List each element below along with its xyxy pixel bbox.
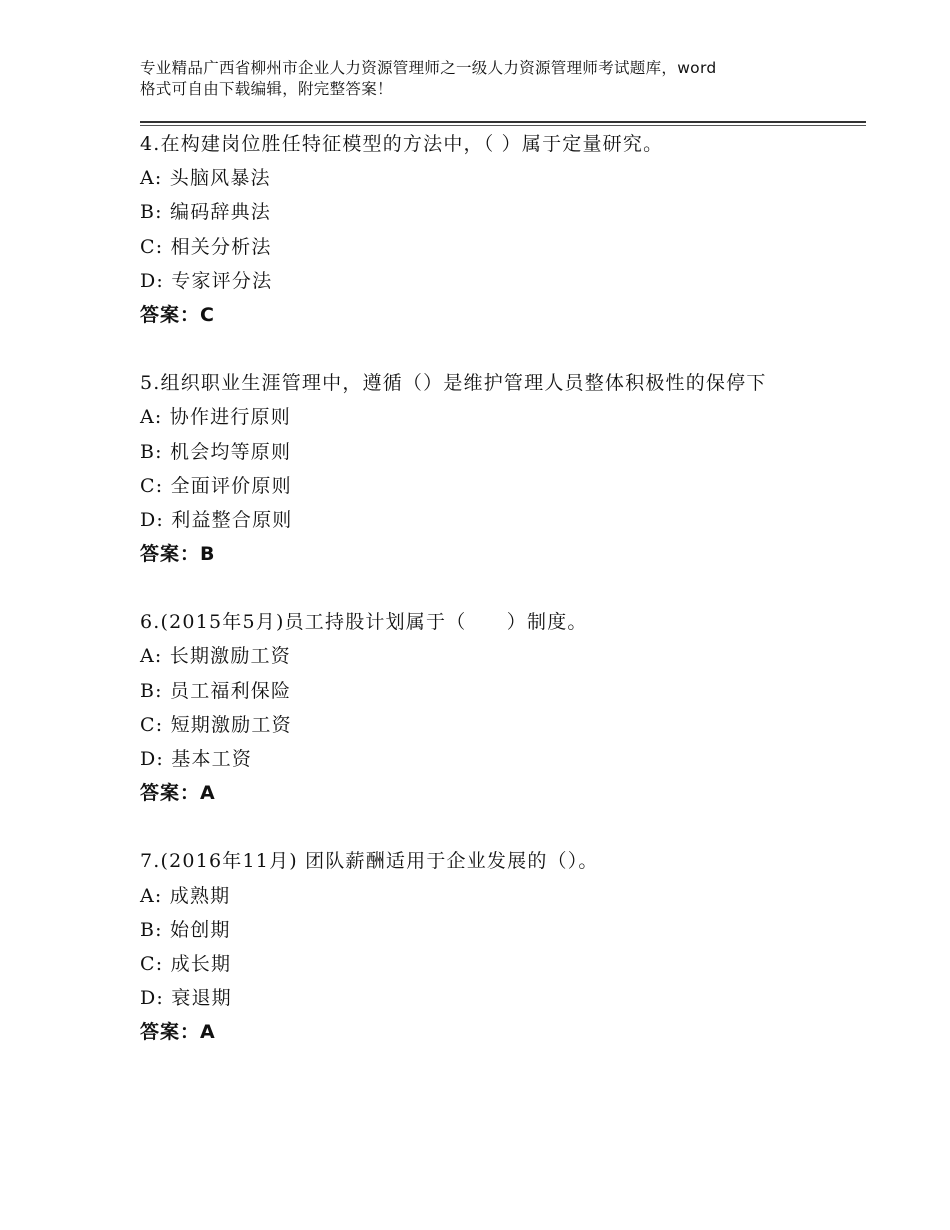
answer-label: 答案：A	[140, 782, 216, 805]
header-divider-thick	[140, 121, 866, 123]
question-stem: 4.在构建岗位胜任特征模型的方法中，（ ）属于定量研究。	[140, 133, 664, 155]
question-4	[140, 127, 840, 332]
question-list	[140, 127, 840, 1050]
question-5	[140, 366, 840, 571]
question-6	[140, 605, 840, 810]
option-c: C: 成长期	[140, 953, 232, 975]
option-a: A: 长期激励工资	[140, 645, 291, 668]
option-d: D: 利益整合原则	[140, 508, 293, 531]
option-d: D: 基本工资	[140, 748, 253, 771]
option-b: B: 始创期	[140, 918, 231, 941]
option-a: A: 协作进行原则	[140, 406, 291, 429]
header-line-1: 专业精品广西省柳州市企业人力资源管理师之一级人力资源管理师考试题库，word	[140, 59, 717, 77]
option-b: B: 编码辞典法	[140, 201, 272, 224]
document-header	[140, 58, 840, 100]
question-stem: 6.(2015年5月)员工持股计划属于（ ）制度。	[140, 611, 588, 634]
option-a: A: 头脑风暴法	[140, 167, 271, 190]
option-b: B: 员工福利保险	[140, 679, 292, 702]
header-line-2: 格式可自由下载编辑，附完整答案！	[140, 80, 393, 98]
answer-label: 答案：A	[140, 1021, 216, 1044]
header-divider-thin	[140, 125, 866, 126]
option-d: D: 衰退期	[140, 987, 232, 1010]
option-b: B: 机会均等原则	[140, 440, 292, 463]
option-c: C: 短期激励工资	[140, 713, 292, 736]
answer-label: 答案：C	[140, 303, 215, 326]
question-stem: 5.组织职业生涯管理中，遵循（）是维护管理人员整体积极性的保停下	[140, 372, 767, 395]
question-stem: 7.(2016年11月) 团队薪酬适用于企业发展的（）。	[140, 850, 599, 873]
option-d: D: 专家评分法	[140, 269, 273, 292]
option-a: A: 成熟期	[140, 884, 231, 907]
answer-label: 答案：B	[140, 543, 216, 566]
option-c: C: 全面评价原则	[140, 474, 292, 497]
option-c: C: 相关分析法	[140, 235, 272, 258]
question-7	[140, 844, 840, 1049]
